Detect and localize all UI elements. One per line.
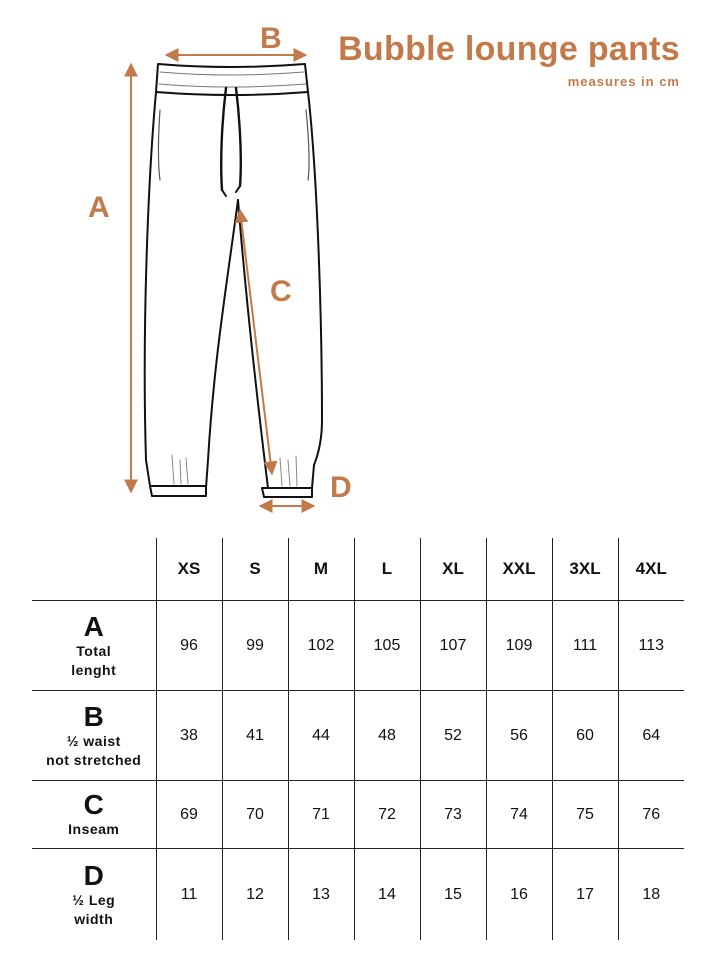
value-cell: 38 [156,691,222,781]
value-cell: 56 [486,691,552,781]
value-cell: 111 [552,601,618,691]
row-desc-line: lenght [71,661,117,678]
row-desc-line: ½ Leg [72,891,116,908]
value-cell: 76 [618,781,684,849]
value-cell: 17 [552,849,618,941]
arrow-c [240,210,272,474]
page-subtitle: measures in cm [567,74,680,89]
label-d: D [330,471,352,504]
value-cell: 75 [552,781,618,849]
value-cell: 107 [420,601,486,691]
value-cell: 18 [618,849,684,941]
value-cell: 96 [156,601,222,691]
size-header-row [32,538,684,601]
row-desc-line: width [74,910,114,927]
value-cell: 70 [222,781,288,849]
value-cell: 14 [354,849,420,941]
value-cell: 15 [420,849,486,941]
value-cell: 73 [420,781,486,849]
label-a: A [88,191,110,224]
value-cell: 13 [288,849,354,941]
corner-cell [32,538,156,601]
table-row [32,691,684,781]
value-cell: 44 [288,691,354,781]
label-c: C [270,275,292,308]
size-col-header: L [354,538,420,601]
value-cell: 74 [486,781,552,849]
size-col-header: XL [420,538,486,601]
size-col-header: XS [156,538,222,601]
row-letter: B [83,700,104,732]
value-cell: 99 [222,601,288,691]
size-col-header: 3XL [552,538,618,601]
table-row [32,781,684,849]
value-cell: 52 [420,691,486,781]
table-row [32,601,684,691]
row-letter: A [83,610,104,642]
size-col-header: 4XL [618,538,684,601]
value-cell: 105 [354,601,420,691]
page-title: Bubble lounge pants [338,30,680,68]
size-col-header: M [288,538,354,601]
value-cell: 48 [354,691,420,781]
value-cell: 69 [156,781,222,849]
value-cell: 72 [354,781,420,849]
row-header [32,849,156,941]
value-cell: 41 [222,691,288,781]
value-cell: 16 [486,849,552,941]
row-letter: C [83,789,104,820]
value-cell: 71 [288,781,354,849]
value-cell: 109 [486,601,552,691]
value-cell: 60 [552,691,618,781]
pants-outline [145,64,322,497]
label-b: B [260,22,282,55]
row-desc-line: Total [76,642,112,659]
row-desc-line: not stretched [46,751,142,768]
row-desc-line: ½ waist [66,732,121,749]
row-letter: D [83,859,104,891]
row-header [32,601,156,691]
value-cell: 12 [222,849,288,941]
row-header [32,781,156,849]
value-cell: 113 [618,601,684,691]
value-cell: 64 [618,691,684,781]
size-col-header: XXL [486,538,552,601]
drawstring [221,88,241,196]
size-col-header: S [222,538,288,601]
row-header [32,691,156,781]
table-row [32,849,684,941]
value-cell: 102 [288,601,354,691]
row-desc-line: Inseam [68,821,120,837]
size-table [32,538,684,940]
value-cell: 11 [156,849,222,941]
